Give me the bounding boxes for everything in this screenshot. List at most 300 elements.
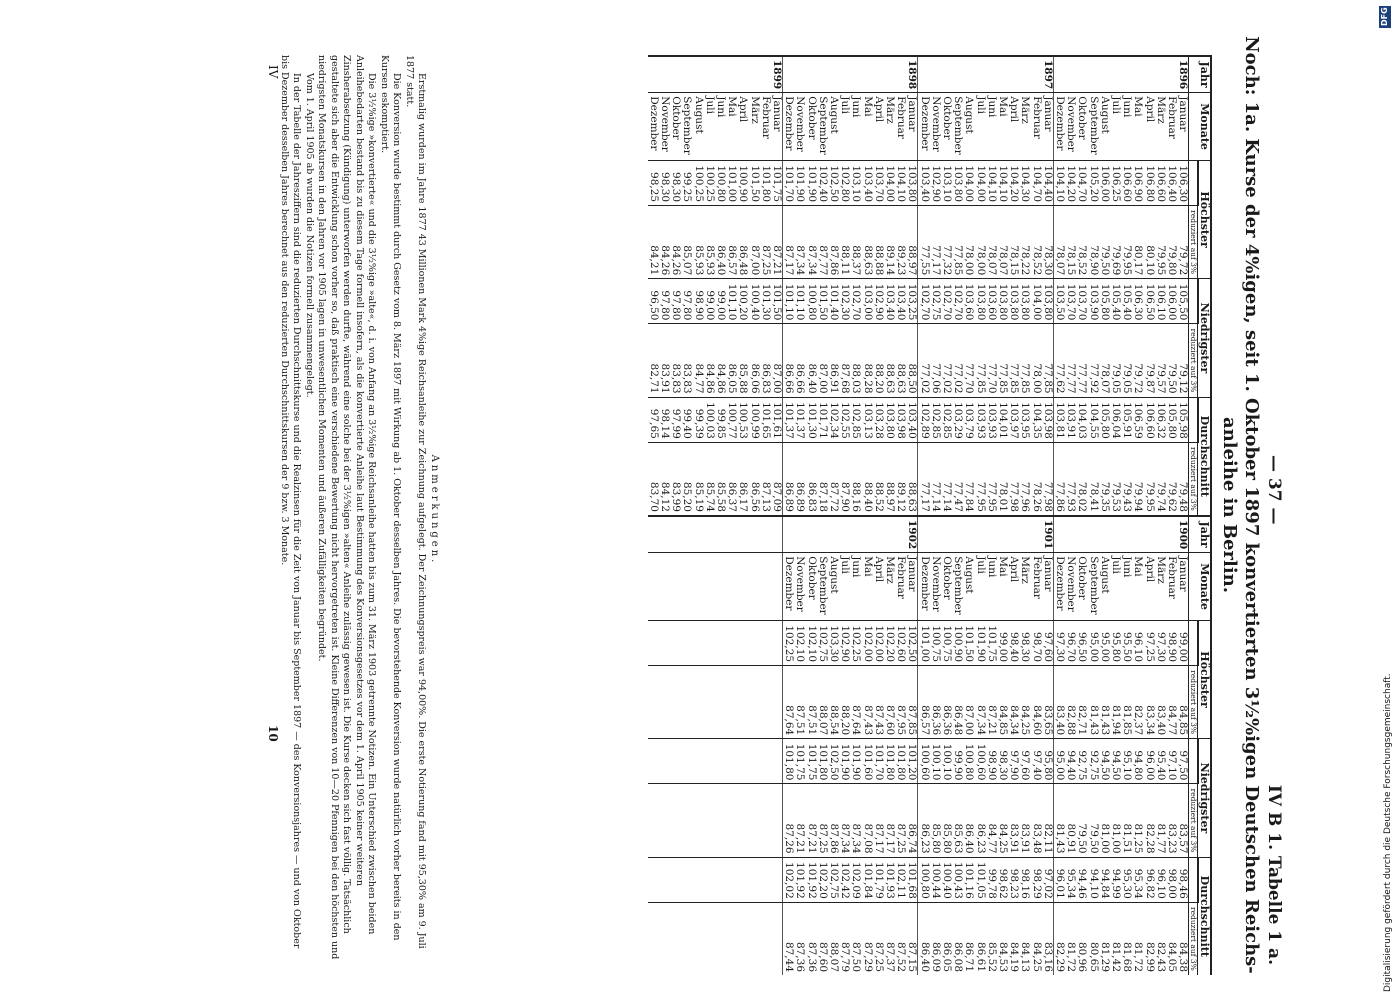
value-cell: 77,95 xyxy=(974,442,985,516)
value-cell: 81,51 xyxy=(1121,784,1132,857)
value-cell: 102,50 xyxy=(828,739,839,784)
value-cell xyxy=(692,666,703,739)
value-cell: 88,52 xyxy=(873,442,884,516)
value-cell: 87,64 xyxy=(782,666,794,739)
value-cell xyxy=(692,784,703,857)
value-cell: 86,05 xyxy=(726,324,737,397)
value-cell: 96,10 xyxy=(1132,620,1143,665)
year-cell xyxy=(1008,56,1019,93)
value-cell xyxy=(771,857,783,902)
year-cell xyxy=(1166,56,1177,93)
month-cell: Februar xyxy=(1030,553,1041,621)
value-cell: 95,50 xyxy=(1121,620,1132,665)
month-cell: Mai xyxy=(1132,93,1143,161)
value-cell: 88,28 xyxy=(861,324,872,397)
value-cell: 84,86 xyxy=(715,324,726,397)
value-cell: 77,06 xyxy=(930,324,941,397)
value-cell: 103,91 xyxy=(1065,397,1076,442)
value-cell: 102,20 xyxy=(884,620,895,665)
value-cell: 80,17 xyxy=(1132,206,1143,279)
value-cell: 97,02 xyxy=(1042,857,1054,902)
value-cell: 79,69 xyxy=(1110,206,1121,279)
value-cell: 88,37 xyxy=(850,206,861,279)
col-durchschnitt: Durchschnitt xyxy=(1198,857,1211,975)
month-cell: September xyxy=(1087,553,1098,621)
value-cell: 102,89 xyxy=(918,397,930,442)
table-row xyxy=(1042,56,1054,975)
value-cell: 77,85 xyxy=(974,324,985,397)
value-cell: 101,50 xyxy=(817,279,828,324)
value-cell: 97,60 xyxy=(1019,739,1030,784)
table-row xyxy=(681,56,692,975)
value-cell: 82,28 xyxy=(1143,784,1154,857)
value-cell: 94,80 xyxy=(1132,739,1143,784)
month-cell: November xyxy=(1065,93,1076,161)
value-cell xyxy=(760,739,771,784)
value-cell xyxy=(748,857,759,902)
value-cell xyxy=(648,739,659,784)
value-cell: 97,30 xyxy=(1155,620,1166,665)
title-line-1: Noch: 1a. Kurse der 4%igen, seit 1. Oktober 1897 konvertierten 3½%igen Deutschen Reichs- xyxy=(1241,36,1262,974)
value-cell: 77,17 xyxy=(918,442,930,516)
value-cell xyxy=(715,902,726,975)
month-cell xyxy=(692,553,703,621)
value-cell: 104,00 xyxy=(884,160,895,205)
value-cell: 100,03 xyxy=(704,397,715,442)
value-cell: 100,10 xyxy=(930,739,941,784)
year-cell xyxy=(1065,516,1076,553)
value-cell: 101,60 xyxy=(861,739,872,784)
value-cell: 98,30 xyxy=(670,160,681,205)
value-cell: 81,00 xyxy=(1110,784,1121,857)
value-cell: 81,25 xyxy=(1132,784,1143,857)
col-hoechster: Höchster xyxy=(1198,160,1211,278)
value-cell: 87,52 xyxy=(895,902,906,975)
month-cell: Juli xyxy=(1110,553,1121,621)
month-cell: November xyxy=(1065,553,1076,621)
value-cell: 101,65 xyxy=(760,397,771,442)
rotated-sheet xyxy=(40,35,1290,975)
value-cell: 86,61 xyxy=(974,902,985,975)
value-cell: 77,85 xyxy=(997,324,1008,397)
month-cell: Februar xyxy=(1166,93,1177,161)
value-cell: 101,50 xyxy=(963,620,974,665)
value-cell: 92,75 xyxy=(1087,739,1098,784)
value-cell xyxy=(737,857,748,902)
value-cell: 83,65 xyxy=(1042,666,1054,739)
year-cell xyxy=(952,56,963,93)
value-cell: 98,62 xyxy=(997,857,1008,902)
value-cell: 84,77 xyxy=(986,784,997,857)
notes-heading: Anmerkungen. xyxy=(429,454,440,566)
value-cell: 87,37 xyxy=(884,902,895,975)
value-cell: 86,36 xyxy=(941,666,952,739)
value-cell: 85,93 xyxy=(692,206,703,279)
value-cell xyxy=(659,739,670,784)
month-cell: April xyxy=(1143,553,1154,621)
year-cell xyxy=(1019,516,1030,553)
value-cell: 105,80 xyxy=(1099,279,1110,324)
value-cell: 106,60 xyxy=(1121,160,1132,205)
value-cell: 100,80 xyxy=(918,857,930,902)
month-cell xyxy=(726,553,737,621)
value-cell: 77,95 xyxy=(986,442,997,516)
value-cell: 85,80 xyxy=(930,784,941,857)
value-cell: 103,80 xyxy=(906,160,918,205)
month-cell: Mai xyxy=(1132,553,1143,621)
value-cell: 101,75 xyxy=(986,620,997,665)
value-cell: 101,10 xyxy=(726,279,737,324)
value-cell: 83,40 xyxy=(1053,666,1065,739)
table-row xyxy=(1177,56,1189,975)
table-row xyxy=(1155,56,1166,975)
month-cell: Januar xyxy=(1177,93,1189,161)
month-cell: Februar xyxy=(895,93,906,161)
month-cell: August xyxy=(1099,93,1110,161)
value-cell: 79,80 xyxy=(1166,206,1177,279)
value-cell: 101,37 xyxy=(794,397,805,442)
value-cell: 101,00 xyxy=(918,620,930,665)
value-cell: 82,37 xyxy=(1132,666,1143,739)
month-cell: September xyxy=(1087,93,1098,161)
value-cell: 78,07 xyxy=(1099,324,1110,397)
table-row xyxy=(1121,56,1132,975)
value-cell: 79,35 xyxy=(1099,442,1110,516)
value-cell xyxy=(670,739,681,784)
value-cell: 78,41 xyxy=(1087,442,1098,516)
value-cell: 81,77 xyxy=(1155,784,1166,857)
value-cell: 81,68 xyxy=(1121,902,1132,975)
value-cell xyxy=(692,857,703,902)
month-cell xyxy=(748,553,759,621)
year-cell xyxy=(895,56,906,93)
month-cell xyxy=(771,553,783,621)
value-cell: 79,50 xyxy=(1166,324,1177,397)
value-cell: 103,93 xyxy=(974,397,985,442)
value-cell: 100,25 xyxy=(692,160,703,205)
value-cell: 84,25 xyxy=(997,784,1008,857)
value-cell: 87,51 xyxy=(794,666,805,739)
value-cell: 77,62 xyxy=(1053,324,1065,397)
value-cell: 98,29 xyxy=(1030,857,1041,902)
month-cell: Oktober xyxy=(1076,93,1087,161)
year-cell xyxy=(659,516,670,553)
value-cell: 99,90 xyxy=(952,739,963,784)
value-cell xyxy=(760,666,771,739)
table-row xyxy=(692,56,703,975)
dfg-logo: DFG xyxy=(1380,7,1389,27)
value-cell: 86,23 xyxy=(918,784,930,857)
value-cell xyxy=(648,857,659,902)
year-cell xyxy=(704,56,715,93)
value-cell: 105,80 xyxy=(1099,397,1110,442)
table-row xyxy=(1132,56,1143,975)
value-cell: 100,80 xyxy=(715,160,726,205)
table-row xyxy=(997,56,1008,975)
value-cell xyxy=(670,620,681,665)
value-cell: 98,90 xyxy=(986,739,997,784)
month-cell: März xyxy=(884,553,895,621)
value-cell: 96,70 xyxy=(1065,620,1076,665)
month-cell: September xyxy=(817,93,828,161)
value-cell: 84,86 xyxy=(704,324,715,397)
value-cell: 87,25 xyxy=(873,902,884,975)
month-cell: September xyxy=(681,93,692,161)
month-cell: April xyxy=(1143,93,1154,161)
table-row xyxy=(1019,56,1030,975)
year-cell xyxy=(1030,516,1041,553)
value-cell: 103,40 xyxy=(918,160,930,205)
month-cell: Juli xyxy=(839,553,850,621)
value-cell: 99,25 xyxy=(681,160,692,205)
year-cell xyxy=(1143,516,1154,553)
value-cell: 77,96 xyxy=(1019,442,1030,516)
value-cell: 102,09 xyxy=(850,857,861,902)
value-cell xyxy=(715,666,726,739)
year-cell xyxy=(704,516,715,553)
value-cell: 87,00 xyxy=(817,324,828,397)
value-cell: 88,88 xyxy=(873,206,884,279)
year-cell xyxy=(873,56,884,93)
table-row xyxy=(861,56,872,975)
year-cell xyxy=(782,56,794,93)
year-cell xyxy=(941,516,952,553)
year-cell xyxy=(726,56,737,93)
value-cell: 78,15 xyxy=(1065,206,1076,279)
month-cell: Dezember xyxy=(1053,553,1065,621)
value-cell xyxy=(648,902,659,975)
month-cell: Juni xyxy=(1121,93,1132,161)
value-cell: 87,26 xyxy=(782,784,794,857)
value-cell: 101,80 xyxy=(884,739,895,784)
year-cell xyxy=(1132,516,1143,553)
value-cell: 85,07 xyxy=(681,206,692,279)
table-row xyxy=(952,56,963,975)
value-cell: 94,40 xyxy=(1065,739,1076,784)
value-cell: 88,07 xyxy=(828,902,839,975)
month-cell: Dezember xyxy=(782,93,794,161)
value-cell: 100,60 xyxy=(918,739,930,784)
value-cell: 84,38 xyxy=(1177,902,1189,975)
value-cell xyxy=(771,620,783,665)
month-cell: November xyxy=(930,93,941,161)
value-cell: 84,53 xyxy=(997,902,1008,975)
value-cell: 77,85 xyxy=(1042,324,1054,397)
value-cell: 102,00 xyxy=(861,620,872,665)
value-cell: 97,90 xyxy=(1008,739,1019,784)
col-reduziert: reduziert auf 3% xyxy=(1189,442,1198,516)
month-cell: September xyxy=(817,553,828,621)
value-cell: 77,84 xyxy=(963,442,974,516)
year-cell xyxy=(1143,56,1154,93)
value-cell: 101,80 xyxy=(782,739,794,784)
month-cell: Februar xyxy=(1166,553,1177,621)
value-cell: 81,29 xyxy=(1099,902,1110,975)
value-cell: 105,80 xyxy=(1166,397,1177,442)
month-cell: April xyxy=(737,93,748,161)
value-cell: 101,90 xyxy=(974,620,985,665)
value-cell: 86,23 xyxy=(974,784,985,857)
year-cell xyxy=(828,516,839,553)
table-row xyxy=(659,56,670,975)
month-cell: Oktober xyxy=(1076,553,1087,621)
value-cell xyxy=(681,620,692,665)
value-cell: 98,40 xyxy=(1008,620,1019,665)
value-cell: 101,92 xyxy=(794,857,805,902)
value-cell: 106,30 xyxy=(1132,279,1143,324)
value-cell: 85,93 xyxy=(704,206,715,279)
table-row xyxy=(839,56,850,975)
value-cell: 97,65 xyxy=(648,397,659,442)
value-cell: 102,85 xyxy=(850,397,861,442)
value-cell: 103,40 xyxy=(895,279,906,324)
value-cell xyxy=(692,620,703,665)
value-cell: 87,72 xyxy=(828,442,839,516)
value-cell: 77,85 xyxy=(1008,324,1019,397)
value-cell: 105,91 xyxy=(1121,397,1132,442)
value-cell: 100,90 xyxy=(737,160,748,205)
value-cell: 87,43 xyxy=(861,666,872,739)
year-cell xyxy=(839,516,850,553)
value-cell: 103,50 xyxy=(1053,279,1065,324)
month-cell: Juni xyxy=(986,553,997,621)
value-cell: 102,00 xyxy=(873,620,884,665)
value-cell: 86,74 xyxy=(906,784,918,857)
col-hoechster: Höchster xyxy=(1198,620,1211,738)
month-cell: Dezember xyxy=(782,553,794,621)
value-cell: 79,48 xyxy=(1177,442,1189,516)
value-cell: 102,42 xyxy=(839,857,850,902)
value-cell: 79,72 xyxy=(1132,324,1143,397)
value-cell xyxy=(648,784,659,857)
month-cell: Oktober xyxy=(941,93,952,161)
value-cell: 86,89 xyxy=(782,442,794,516)
title-line-2: anleihe in Berlin. xyxy=(1219,416,1240,594)
value-cell: 106,04 xyxy=(1110,397,1121,442)
value-cell: 81,43 xyxy=(1087,666,1098,739)
year-cell xyxy=(794,56,805,93)
value-cell: 87,17 xyxy=(782,206,794,279)
table-row xyxy=(941,56,952,975)
year-cell xyxy=(692,516,703,553)
value-cell: 103,70 xyxy=(1065,279,1076,324)
value-cell xyxy=(659,666,670,739)
value-cell xyxy=(659,620,670,665)
value-cell: 97,99 xyxy=(670,397,681,442)
year-cell xyxy=(1121,516,1132,553)
year-cell: 1901 xyxy=(1042,516,1054,553)
table-row xyxy=(1053,56,1065,975)
value-cell: 84,26 xyxy=(670,206,681,279)
value-cell: 87,64 xyxy=(850,666,861,739)
col-niedrigster: Niedrigster xyxy=(1198,279,1211,397)
year-cell xyxy=(1155,56,1166,93)
year-cell xyxy=(794,516,805,553)
value-cell: 102,85 xyxy=(930,397,941,442)
year-cell xyxy=(918,56,930,93)
month-cell: Januar xyxy=(1042,553,1054,621)
value-cell: 104,10 xyxy=(1053,160,1065,205)
value-cell: 78,02 xyxy=(1076,442,1087,516)
value-cell xyxy=(681,857,692,902)
value-cell: 99,00 xyxy=(1177,620,1189,665)
table-row xyxy=(794,56,805,975)
value-cell: 99,00 xyxy=(704,279,715,324)
value-cell: 94,50 xyxy=(1099,739,1110,784)
value-cell: 88,16 xyxy=(850,442,861,516)
year-cell xyxy=(760,516,771,553)
value-cell: 104,00 xyxy=(1030,279,1041,324)
value-cell: 88,20 xyxy=(839,666,850,739)
value-cell: 102,70 xyxy=(918,279,930,324)
value-cell: 78,00 xyxy=(963,206,974,279)
value-cell: 87,44 xyxy=(782,902,794,975)
table-row xyxy=(895,56,906,975)
value-cell: 101,75 xyxy=(771,160,783,205)
value-cell: 87,85 xyxy=(906,666,918,739)
value-cell: 100,40 xyxy=(941,857,952,902)
value-cell: 96,82 xyxy=(1143,857,1154,902)
month-cell: Oktober xyxy=(670,93,681,161)
value-cell: 104,40 xyxy=(1042,160,1054,205)
table-row xyxy=(1030,56,1041,975)
year-cell xyxy=(828,56,839,93)
note-paragraph: Vom 1. April 1905 ab wurden die Notizen formell zusammengelegt. xyxy=(304,73,315,398)
value-cell: 79,57 xyxy=(1155,324,1166,397)
value-cell: 87,00 xyxy=(963,666,974,739)
page-title xyxy=(1218,35,1262,975)
value-cell: 101,70 xyxy=(782,160,794,205)
value-cell: 106,40 xyxy=(1166,160,1177,205)
value-cell: 102,55 xyxy=(839,397,850,442)
month-cell: August xyxy=(963,553,974,621)
month-cell xyxy=(760,553,771,621)
value-cell: 81,72 xyxy=(1065,902,1076,975)
value-cell: 77,86 xyxy=(1053,442,1065,516)
year-cell xyxy=(1099,56,1110,93)
value-cell: 83,34 xyxy=(1143,666,1154,739)
year-cell xyxy=(1099,516,1110,553)
month-cell xyxy=(704,553,715,621)
value-cell: 95,00 xyxy=(1053,739,1065,784)
value-cell: 102,90 xyxy=(839,620,850,665)
year-cell xyxy=(681,516,692,553)
value-cell xyxy=(760,902,771,975)
value-cell: 98,30 xyxy=(997,739,1008,784)
month-cell: März xyxy=(884,93,895,161)
value-cell: 104,10 xyxy=(986,160,997,205)
value-cell: 79,95 xyxy=(1143,442,1154,516)
table-row xyxy=(1008,56,1019,975)
value-cell: 104,70 xyxy=(1076,160,1087,205)
value-cell xyxy=(726,620,737,665)
value-cell: 98,70 xyxy=(1030,620,1041,665)
value-cell: 101,16 xyxy=(963,857,974,902)
value-cell: 94,10 xyxy=(1087,857,1098,902)
note-paragraph: Die 3½%ige »konvertierte« und die 3½%ige »alte«, d. i. von Anfang an 3½%ige Reichsanleihe hatten bis zum 31. März 1903 getrennte Notizen. Ein Unterschied zwischen beiden Anleihebedarten bestand bis zu diesem Tage formell insofern, als die konvertierte Anleihe laut Bestimmung des Konversionsgesetzes vor dem 1. April 1905 keiner weiteren Zinsherabsetzung (Kündigung) unterworfen werden durfte, während eine solche bei der 3½%igen »alten« Anleihe zulässig gewesen ist. Die Kurse decken sich fast völlig. Tatsächlich gestaltete sich aber die Entwicklung schon vorher so, daß praktisch eine verschiedene Bewertung nicht hervorgetreten ist. Kleine Differenzen von 10—20 Pfennigen bei den höchsten und niedrigsten Monatskursen in den Jahren vor 1905 lagen in unwesentlichen Momenten und äußeren Zufälligkeiten begründet. xyxy=(316,55,378,960)
value-cell: 105,40 xyxy=(1110,279,1121,324)
value-cell xyxy=(748,739,759,784)
value-cell: 101,90 xyxy=(794,160,805,205)
year-cell xyxy=(760,56,771,93)
value-cell: 86,40 xyxy=(715,206,726,279)
value-cell: 87,34 xyxy=(850,784,861,857)
value-cell: 86,48 xyxy=(952,666,963,739)
year-cell xyxy=(1166,516,1177,553)
value-cell: 87,50 xyxy=(850,902,861,975)
value-cell: 77,02 xyxy=(918,324,930,397)
year-cell xyxy=(918,516,930,553)
